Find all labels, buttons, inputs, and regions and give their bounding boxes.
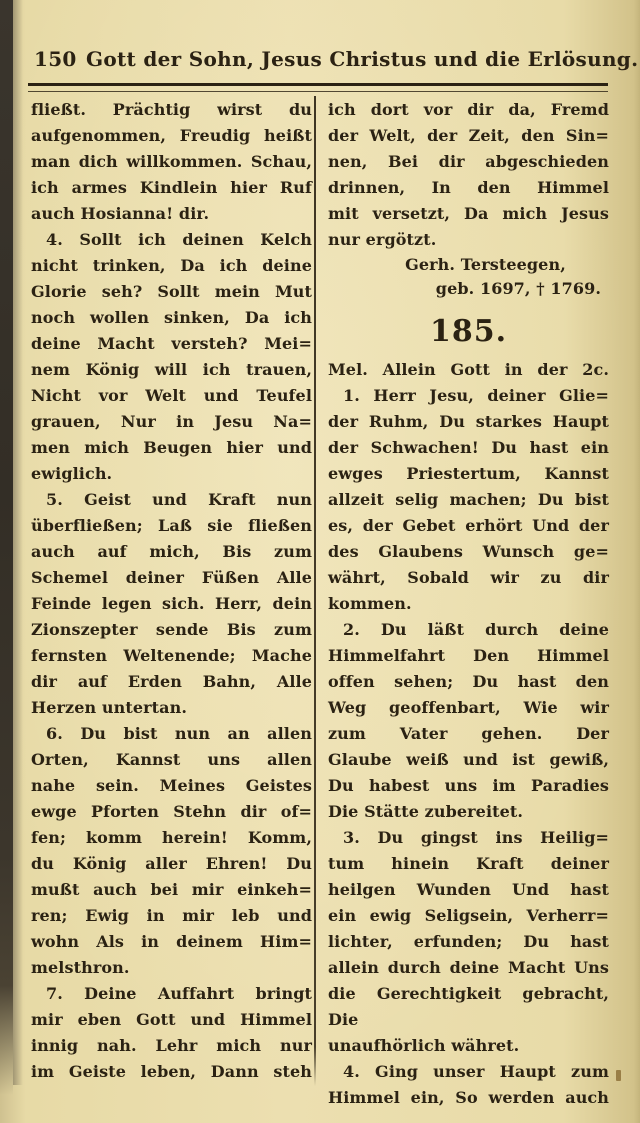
text-line: lichter, erfunden; Du hast [328,932,609,951]
text-line: grauen, Nur in Jesu Na= [31,412,312,431]
verse-start-line: 5. Geist und Kraft nun [46,490,312,509]
text-line: Du habest uns im Paradies [328,776,609,795]
text-line: Nicht vor Welt und Teufel [31,386,312,405]
text-line: fen; komm herein! Komm, [31,828,312,847]
text-line: mußt auch bei mir einkeh= [31,880,312,899]
text-line: im Geiste leben, Dann steh [31,1062,312,1081]
text-line: man dich willkommen. Schau, [31,152,312,171]
verse-start-line: 3. Du gingst ins Heilig= [343,828,609,847]
text-line: du König aller Ehren! Du [31,854,312,873]
paragraph-end-line: nur ergötzt. [328,230,437,249]
text-line: Himmelfahrt Den Himmel [328,646,609,665]
text-line: Feinde legen sich. Herr, dein [31,594,312,613]
text-line: offen sehen; Du hast den [328,672,609,691]
text-line: überfließen; Laß sie fließen [31,516,312,535]
left-column [31,97,312,1085]
gutter-shadow-fade [13,0,23,1085]
header-double-rule [28,83,608,92]
text-line: heilgen Wunden Und hast [328,880,609,899]
text-line: allzeit selig machen; Du bist [328,490,609,509]
verse-start-line: 7. Deine Auffahrt bringt [46,984,312,1003]
attribution-author: Gerh. Tersteegen, [405,255,566,274]
text-line: Orten, Kannst uns allen [31,750,312,769]
paragraph-end-line: Die Stätte zubereitet. [328,802,524,821]
text-line: ein ewig Seligsein, Verherr= [328,906,609,925]
text-line: nahe sein. Meines Geistes [31,776,312,795]
verse-start-line: 4. Ging unser Haupt zum [343,1062,609,1081]
hymn-number: 185. [429,314,508,349]
text-line: ren; Ewig in mir leb und [31,906,312,925]
verse-start-line: 2. Du läßt durch deine [343,620,609,639]
paragraph-end-line: Herzen untertan. [31,698,188,717]
text-line: aufgenommen, Freudig heißt [31,126,312,145]
text-line: zum Vater gehen. Der [328,724,609,743]
text-line: men mich Beugen hier und [31,438,312,457]
text-line: Himmel ein, So werden auch [328,1088,609,1107]
paragraph-end-line: ewiglich. [31,464,113,483]
text-line: ewges Priestertum, Kannst [328,464,609,483]
paragraph-end-line: auch Hosianna! dir. [31,204,210,223]
right-column [328,97,609,1111]
text-line: der Welt, der Zeit, den Sin= [328,126,609,145]
text-line: ewge Pforten Stehn dir of= [31,802,312,821]
text-line: Glaube weiß und ist gewiß, [328,750,609,769]
text-line: drinnen, In den Himmel [328,178,609,197]
paragraph-end-line: unaufhörlich währet. [328,1036,520,1055]
ink-speck [616,1070,621,1081]
text-line: ich armes Kindlein hier Ruf [31,178,312,197]
paragraph-end-line: kommen. [328,594,412,613]
paragraph-end-line: melsthron. [31,958,130,977]
text-line: der Ruhm, Du starkes Haupt [328,412,609,431]
text-line: mit versetzt, Da mich Jesus [328,204,609,223]
text-line: tum hinein Kraft deiner [328,854,609,873]
book-gutter-shadow [0,0,13,1095]
text-line: auch auf mich, Bis zum [31,542,312,561]
page-header [34,47,639,71]
melody-line: Mel. Allein Gott in der 2c. [328,360,609,379]
text-line: nem König will ich trauen, [31,360,312,379]
text-line: Zionszepter sende Bis zum [31,620,312,639]
verse-start-line: 1. Herr Jesu, deiner Glie= [343,386,609,405]
page-number: 150 [34,47,77,71]
text-line: währt, Sobald wir zu dir [328,568,609,587]
text-line: fernsten Weltenende; Mache [31,646,312,665]
text-line: Weg geoffenbart, Wie wir [328,698,609,717]
text-line: dir auf Erden Bahn, Alle [31,672,312,691]
text-line: es, der Gebet erhört Und der [328,516,609,535]
text-line: die Gerechtigkeit gebracht, Die [328,984,609,1029]
text-line: mir eben Gott und Himmel [31,1010,312,1029]
column-divider-rule [314,96,316,1086]
text-line: allein durch deine Macht Uns [328,958,609,977]
text-line: ich dort vor dir da, Fremd [328,100,609,119]
text-line: nen, Bei dir abgeschieden [328,152,609,171]
text-line: Glorie seh? Sollt mein Mut [31,282,312,301]
text-line: innig nah. Lehr mich nur [31,1036,312,1055]
text-line: noch wollen sinken, Da ich [31,308,312,327]
text-line: der Schwachen! Du hast ein [328,438,609,457]
text-line: des Glaubens Wunsch ge= [328,542,609,561]
text-line: Schemel deiner Füßen Alle [31,568,312,587]
text-line: wohn Als in deinem Him= [31,932,312,951]
verse-start-line: 6. Du bist nun an allen [46,724,312,743]
attribution-dates: geb. 1697, † 1769. [435,279,601,298]
text-line: fließt. Prächtig wirst du [31,100,312,119]
text-line: nicht trinken, Da ich deine [31,256,312,275]
verse-start-line: 4. Sollt ich deinen Kelch [46,230,312,249]
page-title: Gott der Sohn, Jesus Christus und die Erlösung. [86,47,639,71]
text-line: deine Macht versteh? Mei= [31,334,312,353]
